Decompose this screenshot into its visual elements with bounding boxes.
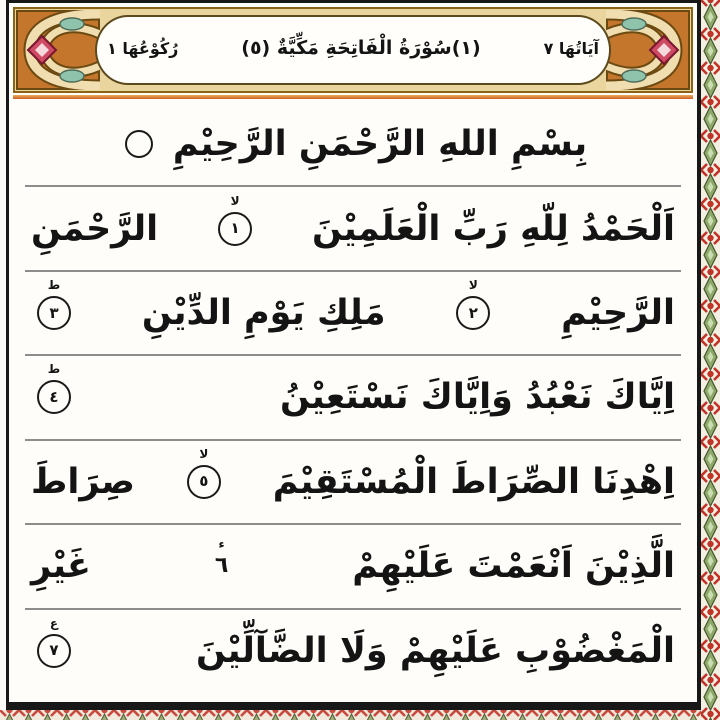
verse-marker-6: ء ٦	[214, 537, 229, 579]
verse-line-3	[17, 272, 689, 354]
header-title-row	[107, 9, 599, 87]
verse-line-6	[17, 525, 689, 607]
header-corner-ornament-right	[606, 10, 690, 90]
verse-lines-area	[17, 103, 689, 692]
verse-text: صِرَاطَ	[31, 461, 135, 502]
verse-marker-empty	[125, 130, 153, 158]
verse-marker-7: ع ٧	[37, 634, 71, 668]
decorative-border-strip-right	[701, 0, 720, 720]
verse-line-7	[17, 610, 689, 692]
verse-text: اِهْدِنَا الصِّرَاطَ الْمُسْتَقِيْمَ	[272, 461, 675, 502]
header-corner-ornament-left	[16, 10, 100, 90]
verse-marker-1: لا ١	[218, 212, 252, 246]
verse-text: اَلْحَمْدُ لِلّهِ رَبِّ الْعَلَمِيْنَ	[311, 208, 675, 249]
verse-text: الرَّحْمَنِ	[31, 208, 159, 249]
decorative-border-strip-bottom	[0, 710, 701, 720]
verse-text: مَلِكِ يَوْمِ الدِّيْنِ	[141, 293, 386, 334]
verse-marker-4: ط ٤	[37, 380, 71, 414]
verse-marker-5: لا ٥	[187, 465, 221, 499]
verse-line-5	[17, 441, 689, 523]
verse-text: غَيْرِ	[31, 546, 91, 587]
verse-text: الرَّحِيْمِ	[561, 293, 675, 334]
verse-line-1-bismillah	[17, 103, 689, 185]
verse-marker-2: لا ٢	[456, 296, 490, 330]
verse-text: اِيَّاكَ نَعْبُدُ وَاِيَّاكَ نَسْتَعِيْنُ	[279, 377, 675, 418]
verse-line-4	[17, 356, 689, 438]
surah-title: (١)سُوْرَةُ الْفَاتِحَةِ مَكِّيَّةٌ (٥)	[241, 37, 481, 59]
verse-line-2	[17, 187, 689, 269]
verse-marker-3: ط ٣	[37, 296, 71, 330]
quran-page	[6, 0, 701, 710]
surah-header-frame	[13, 7, 693, 93]
rukus-count-label: رُكُوْعُهَا ١	[107, 38, 179, 58]
verses-count-label: آيَاتُهَا ٧	[543, 38, 599, 58]
verse-text: الْمَغْضُوْبِ عَلَيْهِمْ وَلَا الضَّآلِّيْنَ	[195, 630, 675, 671]
verse-text: الَّذِيْنَ اَنْعَمْتَ عَلَيْهِمْ	[352, 546, 675, 587]
header-underline	[13, 95, 693, 99]
verse-text: بِسْمِ اللهِ الرَّحْمَنِ الرَّحِيْمِ	[172, 124, 588, 165]
